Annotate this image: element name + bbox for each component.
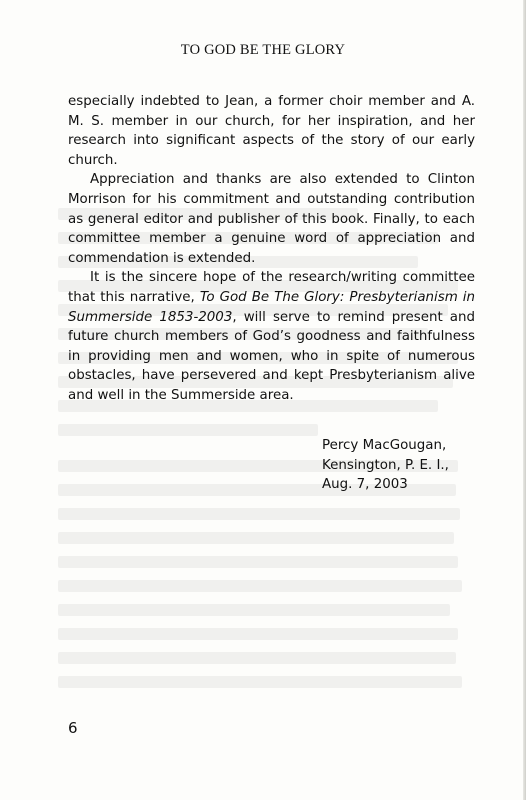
body-text bbox=[68, 92, 475, 406]
signature-name: Percy MacGougan, bbox=[322, 438, 447, 453]
signature-date: Aug. 7, 2003 bbox=[322, 477, 408, 493]
paragraph-acknowledgement-editor: Appreciation and thanks are also extended to Clinton Morrison for his commitment and outstanding contribution as general editor and publisher of this book. Finally, to each committee member a genuine word of appreciation and commendation is extended. bbox=[68, 172, 475, 266]
paragraph-sincere-hope-lead: It is the sincere hope of the research/writing committee that this narrative, bbox=[68, 270, 475, 305]
page-number: 6 bbox=[68, 719, 78, 737]
book-title-italic: To God Be The Glory: Presbyterianism in Summerside 1853-2003 bbox=[68, 289, 475, 325]
signature-place: Kensington, P. E. I., bbox=[322, 457, 449, 473]
running-head: TO GOD BE THE GLORY bbox=[180, 42, 346, 58]
paragraph-sincere-hope bbox=[68, 268, 475, 405]
signature-block bbox=[322, 436, 449, 495]
paragraph-sincere-hope-rest: , will serve to remind present and future church members of God’s goodness and faithfulness in providing men and women, who in spite of numerous obstacles, have persevered and kept Presbyterianism alive and well in the Summerside area. bbox=[68, 309, 476, 403]
paragraph-acknowledgement-jean: especially indebted to Jean, a former choir member and A. M. S. member in our church, for her inspiration, and her research into significant aspects of the story of our early church. bbox=[68, 94, 475, 168]
